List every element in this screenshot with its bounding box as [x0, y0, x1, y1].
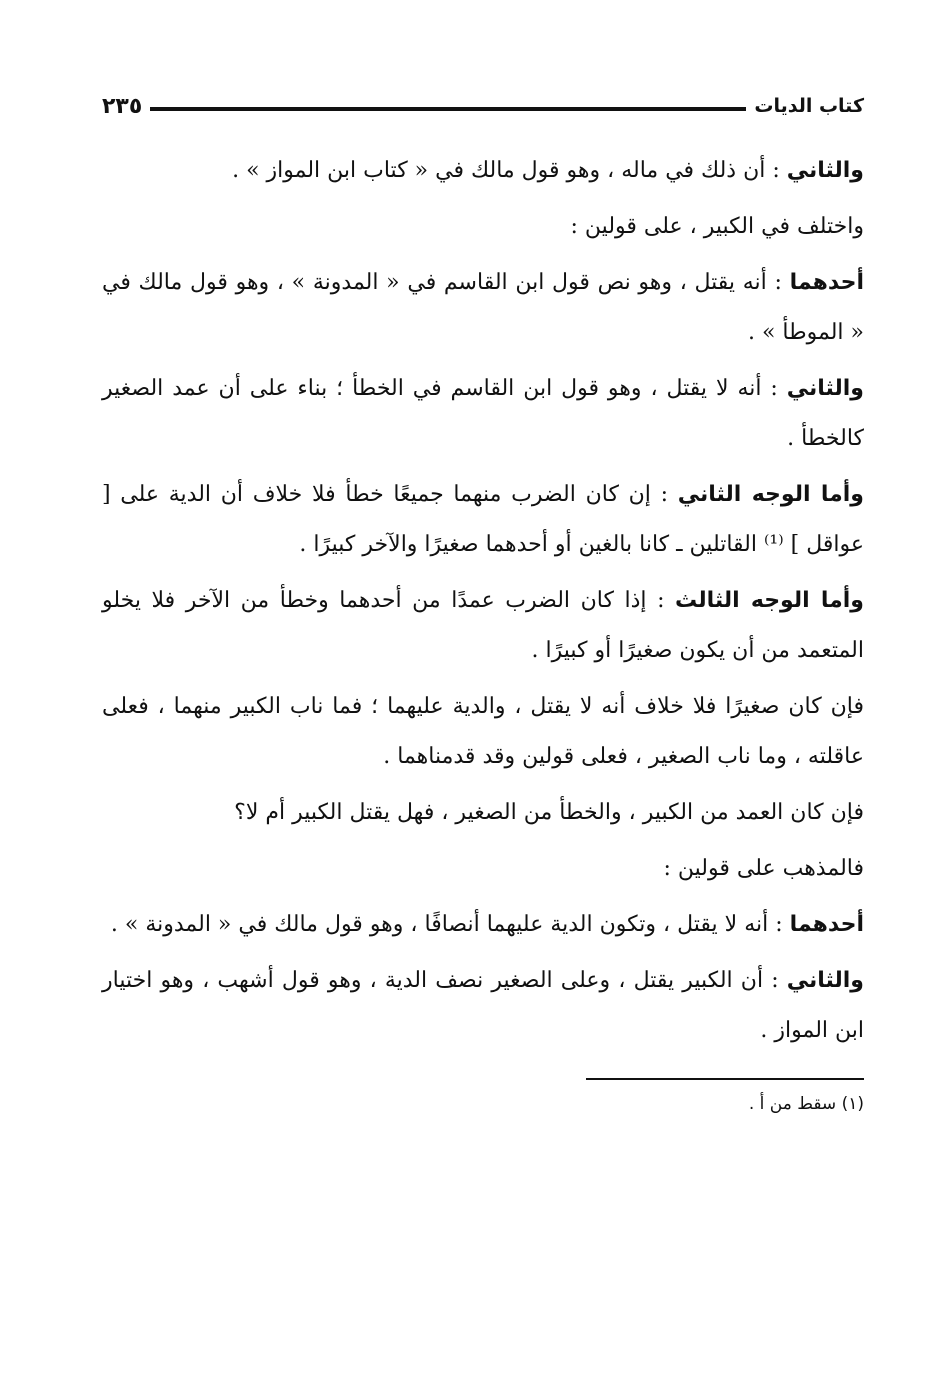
paragraph-2 [102, 202, 864, 252]
paragraph-text: : أنه يقتل ، وهو نص قول ابن القاسم في « المدونة » ، وهو قول مالك في « الموطأ » . [102, 270, 864, 345]
paragraph-text: فإن كان العمد من الكبير ، والخطأ من الصغير ، فهل يقتل الكبير أم لا؟ [234, 800, 864, 825]
running-header [102, 80, 864, 132]
page-number: ٢٣٥ [102, 93, 143, 119]
paragraph-5 [102, 470, 864, 570]
paragraph-text: فالمذهب على قولين : [663, 856, 864, 881]
paragraph-10 [102, 900, 864, 950]
paragraph-4 [102, 364, 864, 464]
body-text [102, 146, 864, 1056]
paragraph-text: واختلف في الكبير ، على قولين : [570, 214, 864, 239]
paragraph-lead: وأما الوجه الثاني [677, 482, 864, 507]
paragraph-11 [102, 956, 864, 1056]
header-rule [150, 107, 746, 111]
paragraph-3 [102, 258, 864, 358]
paragraph-lead: والثاني [786, 158, 864, 183]
paragraph-text: : أنه لا يقتل ، وتكون الدية عليهما أنصافًا ، وهو قول مالك في « المدونة » . [110, 912, 790, 937]
paragraph-1 [102, 146, 864, 196]
paragraph-text: : إن كان الضرب منهما جميعًا خطأ فلا خلاف أن الدية على [ عواقل ] ⁽¹⁾ القاتلين ـ كانا بالغين أو أحدهما صغيرًا والآخر كبيرًا . [102, 482, 864, 557]
document-page [102, 80, 864, 1114]
paragraph-text: : أن ذلك في ماله ، وهو قول مالك في « كتاب ابن المواز » . [232, 158, 787, 183]
paragraph-text: : إذا كان الضرب عمدًا من أحدهما وخطأ من الآخر فلا يخلو المتعمد من أن يكون صغيرًا أو كبيرًا . [102, 588, 864, 663]
paragraph-text: : أن الكبير يقتل ، وعلى الصغير نصف الدية ، وهو قول أشهب ، وهو اختيار ابن المواز . [102, 968, 864, 1043]
paragraph-8 [102, 788, 864, 838]
paragraph-text: فإن كان صغيرًا فلا خلاف أنه لا يقتل ، والدية عليهما ؛ فما ناب الكبير منهما ، فعلى عاقلته ، وما ناب الصغير ، فعلى قولين وقد قدمناهما . [102, 694, 864, 769]
paragraph-6 [102, 576, 864, 676]
paragraph-lead: أحدهما [789, 270, 864, 295]
paragraph-lead: أحدهما [789, 912, 864, 937]
header-title: كتاب الديات [754, 95, 864, 117]
paragraph-9 [102, 844, 864, 894]
paragraph-7 [102, 682, 864, 782]
paragraph-text: : أنه لا يقتل ، وهو قول ابن القاسم في الخطأ ؛ بناء على أن عمد الصغير كالخطأ . [102, 376, 864, 451]
footnote: (١) سقط من أ . [748, 1094, 864, 1114]
footnote-rule [586, 1078, 864, 1080]
paragraph-lead: وأما الوجه الثالث [675, 588, 864, 613]
paragraph-lead: والثاني [786, 376, 864, 401]
paragraph-lead: والثاني [786, 968, 864, 993]
